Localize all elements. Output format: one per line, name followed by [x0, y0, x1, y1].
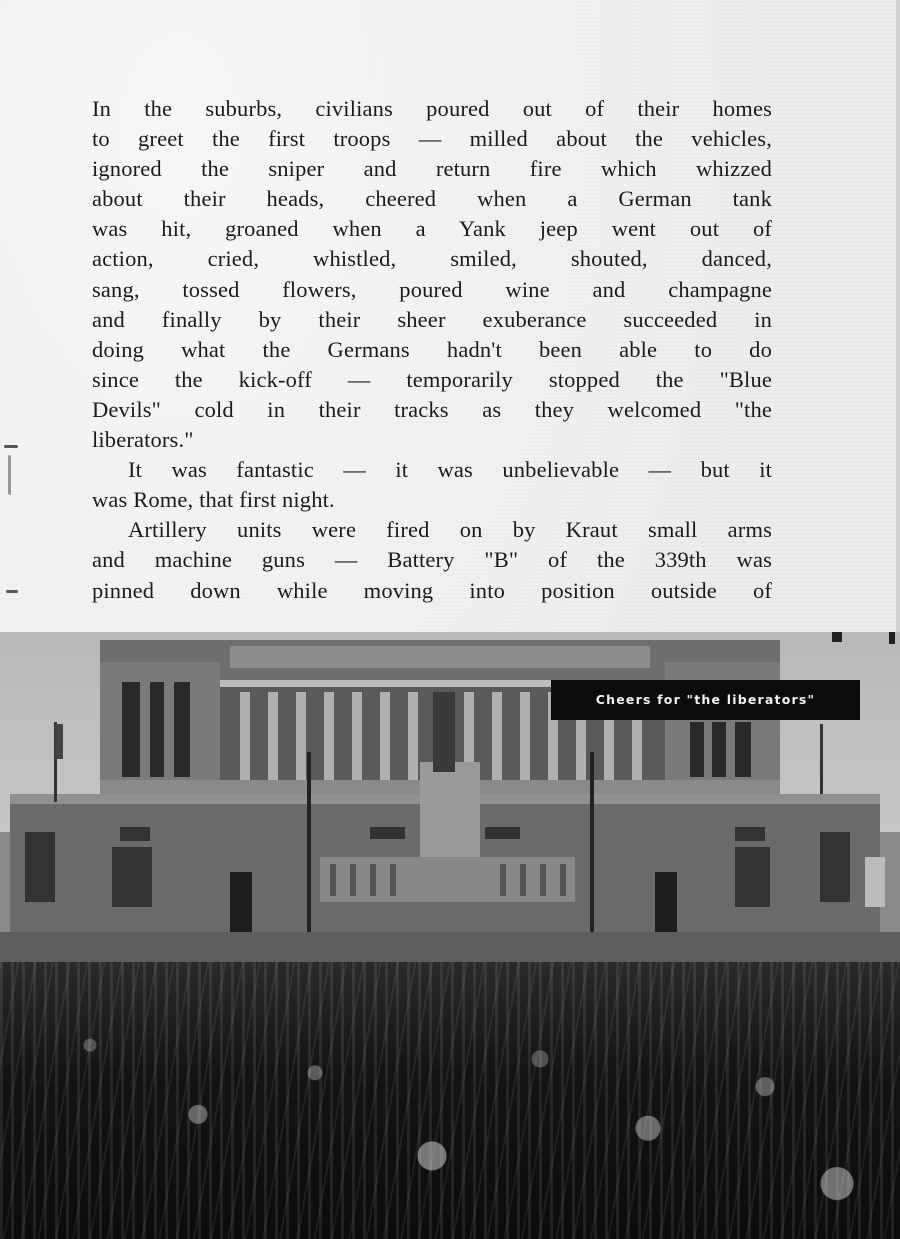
paragraph-start-line: It was fantastic — it was unbelievable — but it [128, 457, 772, 483]
photo-caption: Cheers for "the liberators" [551, 680, 860, 720]
page-edge [896, 0, 900, 640]
text-line: Devils" cold in their tracks as they welcomed "the [92, 396, 772, 422]
scan-artifact [4, 445, 18, 448]
text-line: ignored the sniper and return fire which whizzed [92, 156, 772, 182]
scan-artifact [6, 590, 18, 593]
text-line: and machine guns — Battery "B" of the 339th was [92, 547, 772, 573]
text-line: pinned down while moving into position outside of [92, 577, 772, 603]
text-line: liberators." [92, 427, 194, 453]
crowd-texture [0, 962, 900, 1239]
text-line: and finally by their sheer exuberance succeeded in [92, 306, 772, 332]
text-line: was Rome, that first night. [92, 487, 335, 513]
paragraph-start-line: Artillery units were fired on by Kraut small arms [128, 517, 772, 543]
text-line: about their heads, cheered when a German tank [92, 186, 772, 212]
text-line: sang, tossed flowers, poured wine and champagne [92, 276, 772, 302]
scan-artifact [8, 455, 11, 495]
article-text [92, 94, 772, 606]
text-line: In the suburbs, civilians poured out of their homes [92, 96, 772, 121]
text-line: to greet the first troops — milled about the vehicles, [92, 126, 772, 152]
text-line: was hit, groaned when a Yank jeep went out of [92, 216, 772, 242]
text-line: since the kick-off — temporarily stopped the "Blue [92, 366, 772, 392]
monument-crowd-photo [0, 632, 900, 1239]
text-line: action, cried, whistled, smiled, shouted, danced, [92, 246, 772, 272]
text-line: doing what the Germans hadn't been able to do [92, 336, 772, 362]
